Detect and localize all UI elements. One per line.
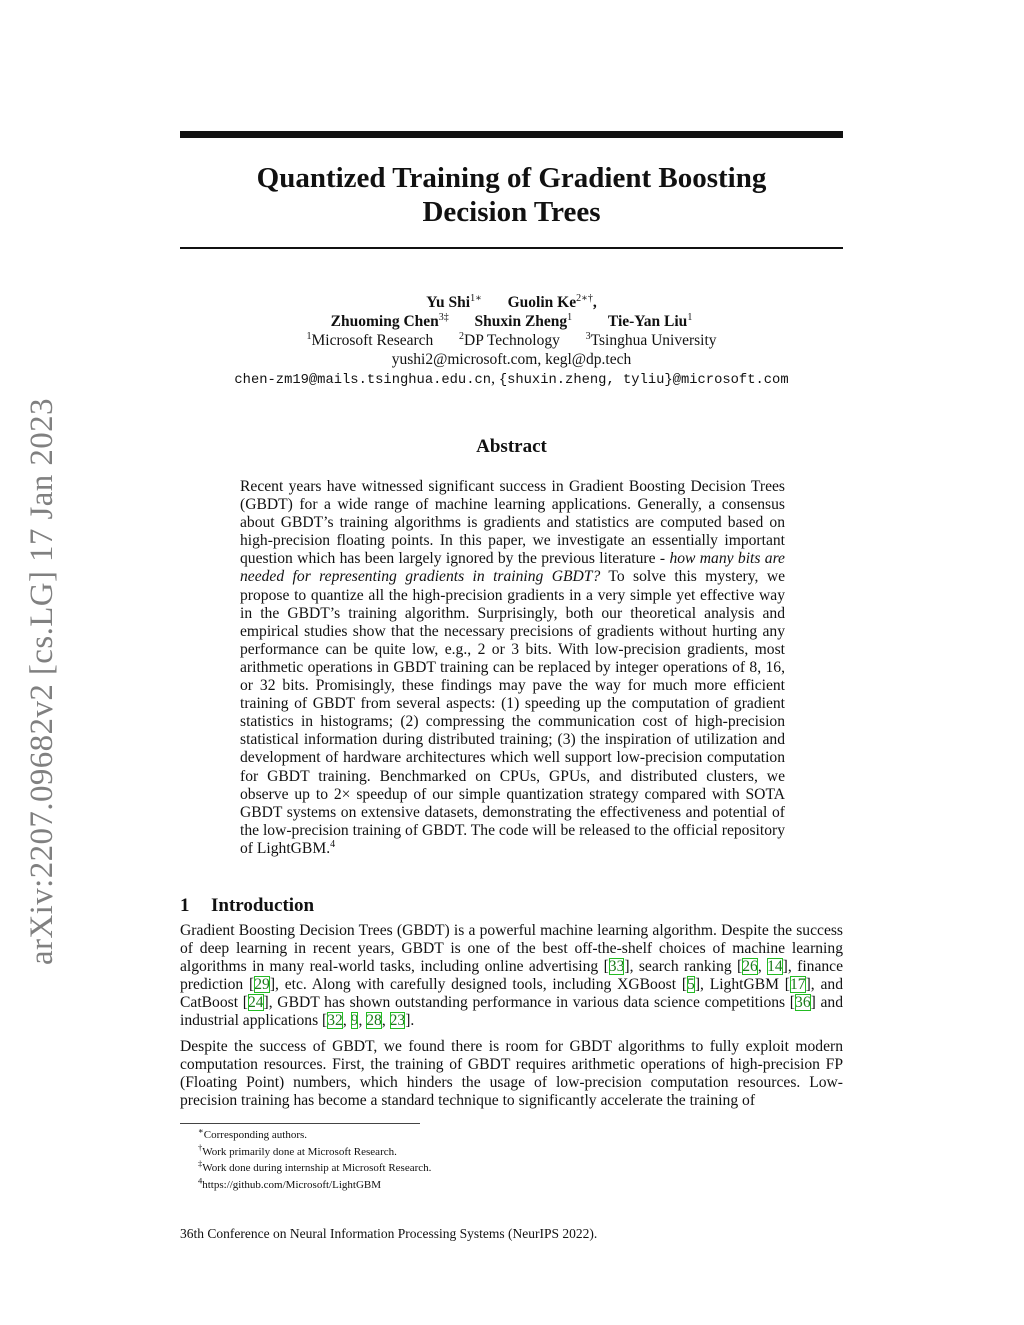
author-separator: , bbox=[592, 294, 597, 311]
title-line-1: Quantized Training of Gradient Boosting bbox=[256, 162, 767, 194]
footnote-mark: 4 bbox=[198, 1174, 203, 1185]
abstract-part-1: Recent years have witnessed significant success in Gradient Boosting Decision Trees (GBDT) for a wide range of machine learning applications. Generally, a consensus about GBDT’s training algorithms is gradients and statistics are computed based on high-precision floating points. In this paper, we investigate an essentially important question which has been largely ignored by the previous literature - bbox=[240, 478, 785, 568]
intro-text: , bbox=[342, 1012, 351, 1030]
affiliations bbox=[180, 331, 843, 350]
email-line-2 bbox=[180, 369, 843, 390]
affiliation: Microsoft Research bbox=[311, 332, 434, 349]
citation-link[interactable]: 23 bbox=[389, 1012, 406, 1030]
footnote bbox=[198, 1174, 798, 1194]
abstract-question: how many bits are needed for representing gradients in training GBDT? bbox=[240, 550, 785, 586]
intro-text: ] and industrial applications [ bbox=[180, 994, 844, 1030]
footnotes bbox=[198, 1127, 798, 1193]
author-mark: 1 bbox=[567, 311, 573, 323]
author-row-2 bbox=[180, 312, 843, 331]
author-name: Shuxin Zheng bbox=[474, 313, 568, 330]
author-name: Tie-Yan Liu bbox=[607, 313, 688, 330]
citation-link[interactable]: 33 bbox=[608, 958, 625, 976]
intro-text: , bbox=[381, 1012, 390, 1030]
section-heading-introduction bbox=[180, 895, 314, 917]
footnote-mark: ∗ bbox=[198, 1125, 204, 1136]
citation-link[interactable]: 24 bbox=[247, 994, 264, 1012]
title-line-2: Decision Trees bbox=[422, 196, 601, 228]
citation-link[interactable]: 17 bbox=[790, 976, 806, 994]
intro-text: ], search ranking [ bbox=[624, 958, 743, 976]
abstract-part-2: To solve this mystery, we propose to quantize all the high-precision gradients in a very simple yet effective way in the GBDT’s training algorithm. Surprisingly, both our theoretical analysis and empirical studies show that the necessary precisions of gradients without hurting any performance can be quite low, e.g., 2 or 3 bits. With low-precision gradients, most arithmetic operations in GBDT training can be replaced by integer operations of 8, 16, or 32 bits. Promisingly, these findings may pave the way for much more efficient training of GBDT from several aspects: (1) speeding up the computation of gradient statistics in histograms; (2) compressing the communication cost of high-precision statistical information during distributed training; (3) the inspiration of utilization and development of hardware architectures which well support low-precision computation for GBDT training. Benchmarked on CPUs, GPUs, and distributed clusters, we observe up to 2× speedup of our simple quantization strategy compared with SOTA GBDT systems on extensive datasets, demonstrating the effectiveness and potential of the low-precision training of GBDT. The code will be released to the official repository of LightGBM. bbox=[240, 568, 785, 857]
citation-link[interactable]: 28 bbox=[366, 1012, 382, 1030]
conference-note: 36th Conference on Neural Information Processing Systems (NeurIPS 2022). bbox=[180, 1226, 598, 1241]
author-mark: 1 bbox=[687, 311, 693, 323]
citation-link[interactable]: 5 bbox=[687, 976, 695, 994]
footnote-mark: ‡ bbox=[198, 1158, 203, 1169]
intro-text: Gradient Boosting Decision Trees (GBDT) is a powerful machine learning algorithm. Despite the success of deep learning in recent years, GBDT is one of the best off-the-shelf choices of machine learning algorithms in many real-world tasks, including online advertising [ bbox=[180, 922, 843, 976]
intro-paragraph-1 bbox=[180, 922, 843, 1031]
paper-title bbox=[180, 161, 843, 229]
title-top-rule bbox=[180, 131, 843, 138]
intro-text: ], LightGBM [ bbox=[694, 976, 790, 994]
author-mark: 1∗ bbox=[470, 292, 482, 304]
intro-text: ], GBDT has shown outstanding performance in various data science competitions [ bbox=[263, 994, 796, 1012]
citation-link[interactable]: 32 bbox=[327, 1012, 343, 1030]
citation-link[interactable]: 36 bbox=[795, 994, 811, 1012]
author-mark: 3‡ bbox=[438, 311, 449, 323]
citation-link[interactable]: 9 bbox=[350, 1012, 359, 1030]
author-name: Zhuoming Chen bbox=[330, 313, 439, 330]
footnote-mark: † bbox=[198, 1141, 203, 1152]
citation-link[interactable]: 29 bbox=[254, 976, 270, 994]
author-mark: 2∗† bbox=[576, 292, 593, 304]
email-link[interactable]: {shuxin.zheng, tyliu}@microsoft.com bbox=[498, 373, 789, 388]
affiliation-mark: 1 bbox=[306, 330, 312, 342]
intro-text: , bbox=[358, 1012, 367, 1030]
intro-text: ]. bbox=[405, 1012, 415, 1030]
arxiv-identifier-stamp: arXiv:2207.09682v2 [cs.LG] 17 Jan 2023 bbox=[24, 398, 60, 965]
footnote-rule bbox=[180, 1123, 420, 1124]
section-title: Introduction bbox=[211, 895, 315, 916]
email-link[interactable]: chen-zm19@mails.tsinghua.edu.cn bbox=[234, 373, 492, 388]
affiliation: DP Technology bbox=[464, 332, 560, 349]
author-row-1 bbox=[180, 293, 843, 312]
abstract-text bbox=[240, 478, 785, 858]
affiliation-mark: 3 bbox=[585, 330, 591, 342]
intro-text: ], finance prediction [ bbox=[180, 958, 844, 994]
section-number: 1 bbox=[180, 895, 190, 916]
email-line-1: yushi2@microsoft.com, kegl@dp.tech bbox=[391, 351, 632, 368]
author-name: Guolin Ke bbox=[507, 294, 577, 311]
intro-text: ], and CatBoost [ bbox=[180, 976, 843, 1012]
citation-link[interactable]: 14 bbox=[767, 958, 783, 976]
footnote-link[interactable]: https://github.com/Microsoft/LightGBM bbox=[202, 1178, 381, 1191]
footnote bbox=[198, 1160, 798, 1177]
footnote-text: Corresponding authors. bbox=[203, 1129, 308, 1141]
title-bottom-rule bbox=[180, 247, 843, 249]
footnote-text: Work primarily done at Microsoft Research. bbox=[202, 1145, 397, 1158]
footnote-ref[interactable]: 4 bbox=[330, 838, 336, 850]
footnote bbox=[198, 1127, 798, 1144]
author-name: Yu Shi bbox=[426, 294, 471, 311]
author-block bbox=[180, 293, 843, 390]
intro-paragraph-2: Despite the success of GBDT, we found there is room for GBDT algorithms to fully exploit modern computation resources. First, the training of GBDT requires arithmetic operations of high-precision FP (Floating Point) numbers, which hinders the usage of low-precision computation resources. Low-precision training has become a standard technique to significantly accelerate the training of bbox=[180, 1037, 843, 1109]
footnote-text: Work done during internship at Microsoft Research. bbox=[202, 1162, 432, 1174]
affiliation-mark: 2 bbox=[459, 330, 465, 342]
intro-text: ], etc. Along with carefully designed tools, including XGBoost [ bbox=[269, 976, 688, 994]
abstract-heading: Abstract bbox=[476, 436, 547, 457]
intro-text: , bbox=[757, 958, 768, 976]
affiliation: Tsinghua University bbox=[590, 332, 717, 349]
footnote bbox=[198, 1141, 798, 1161]
email-separator: , bbox=[491, 370, 499, 387]
introduction-body bbox=[180, 922, 843, 1117]
citation-link[interactable]: 26 bbox=[742, 958, 758, 976]
